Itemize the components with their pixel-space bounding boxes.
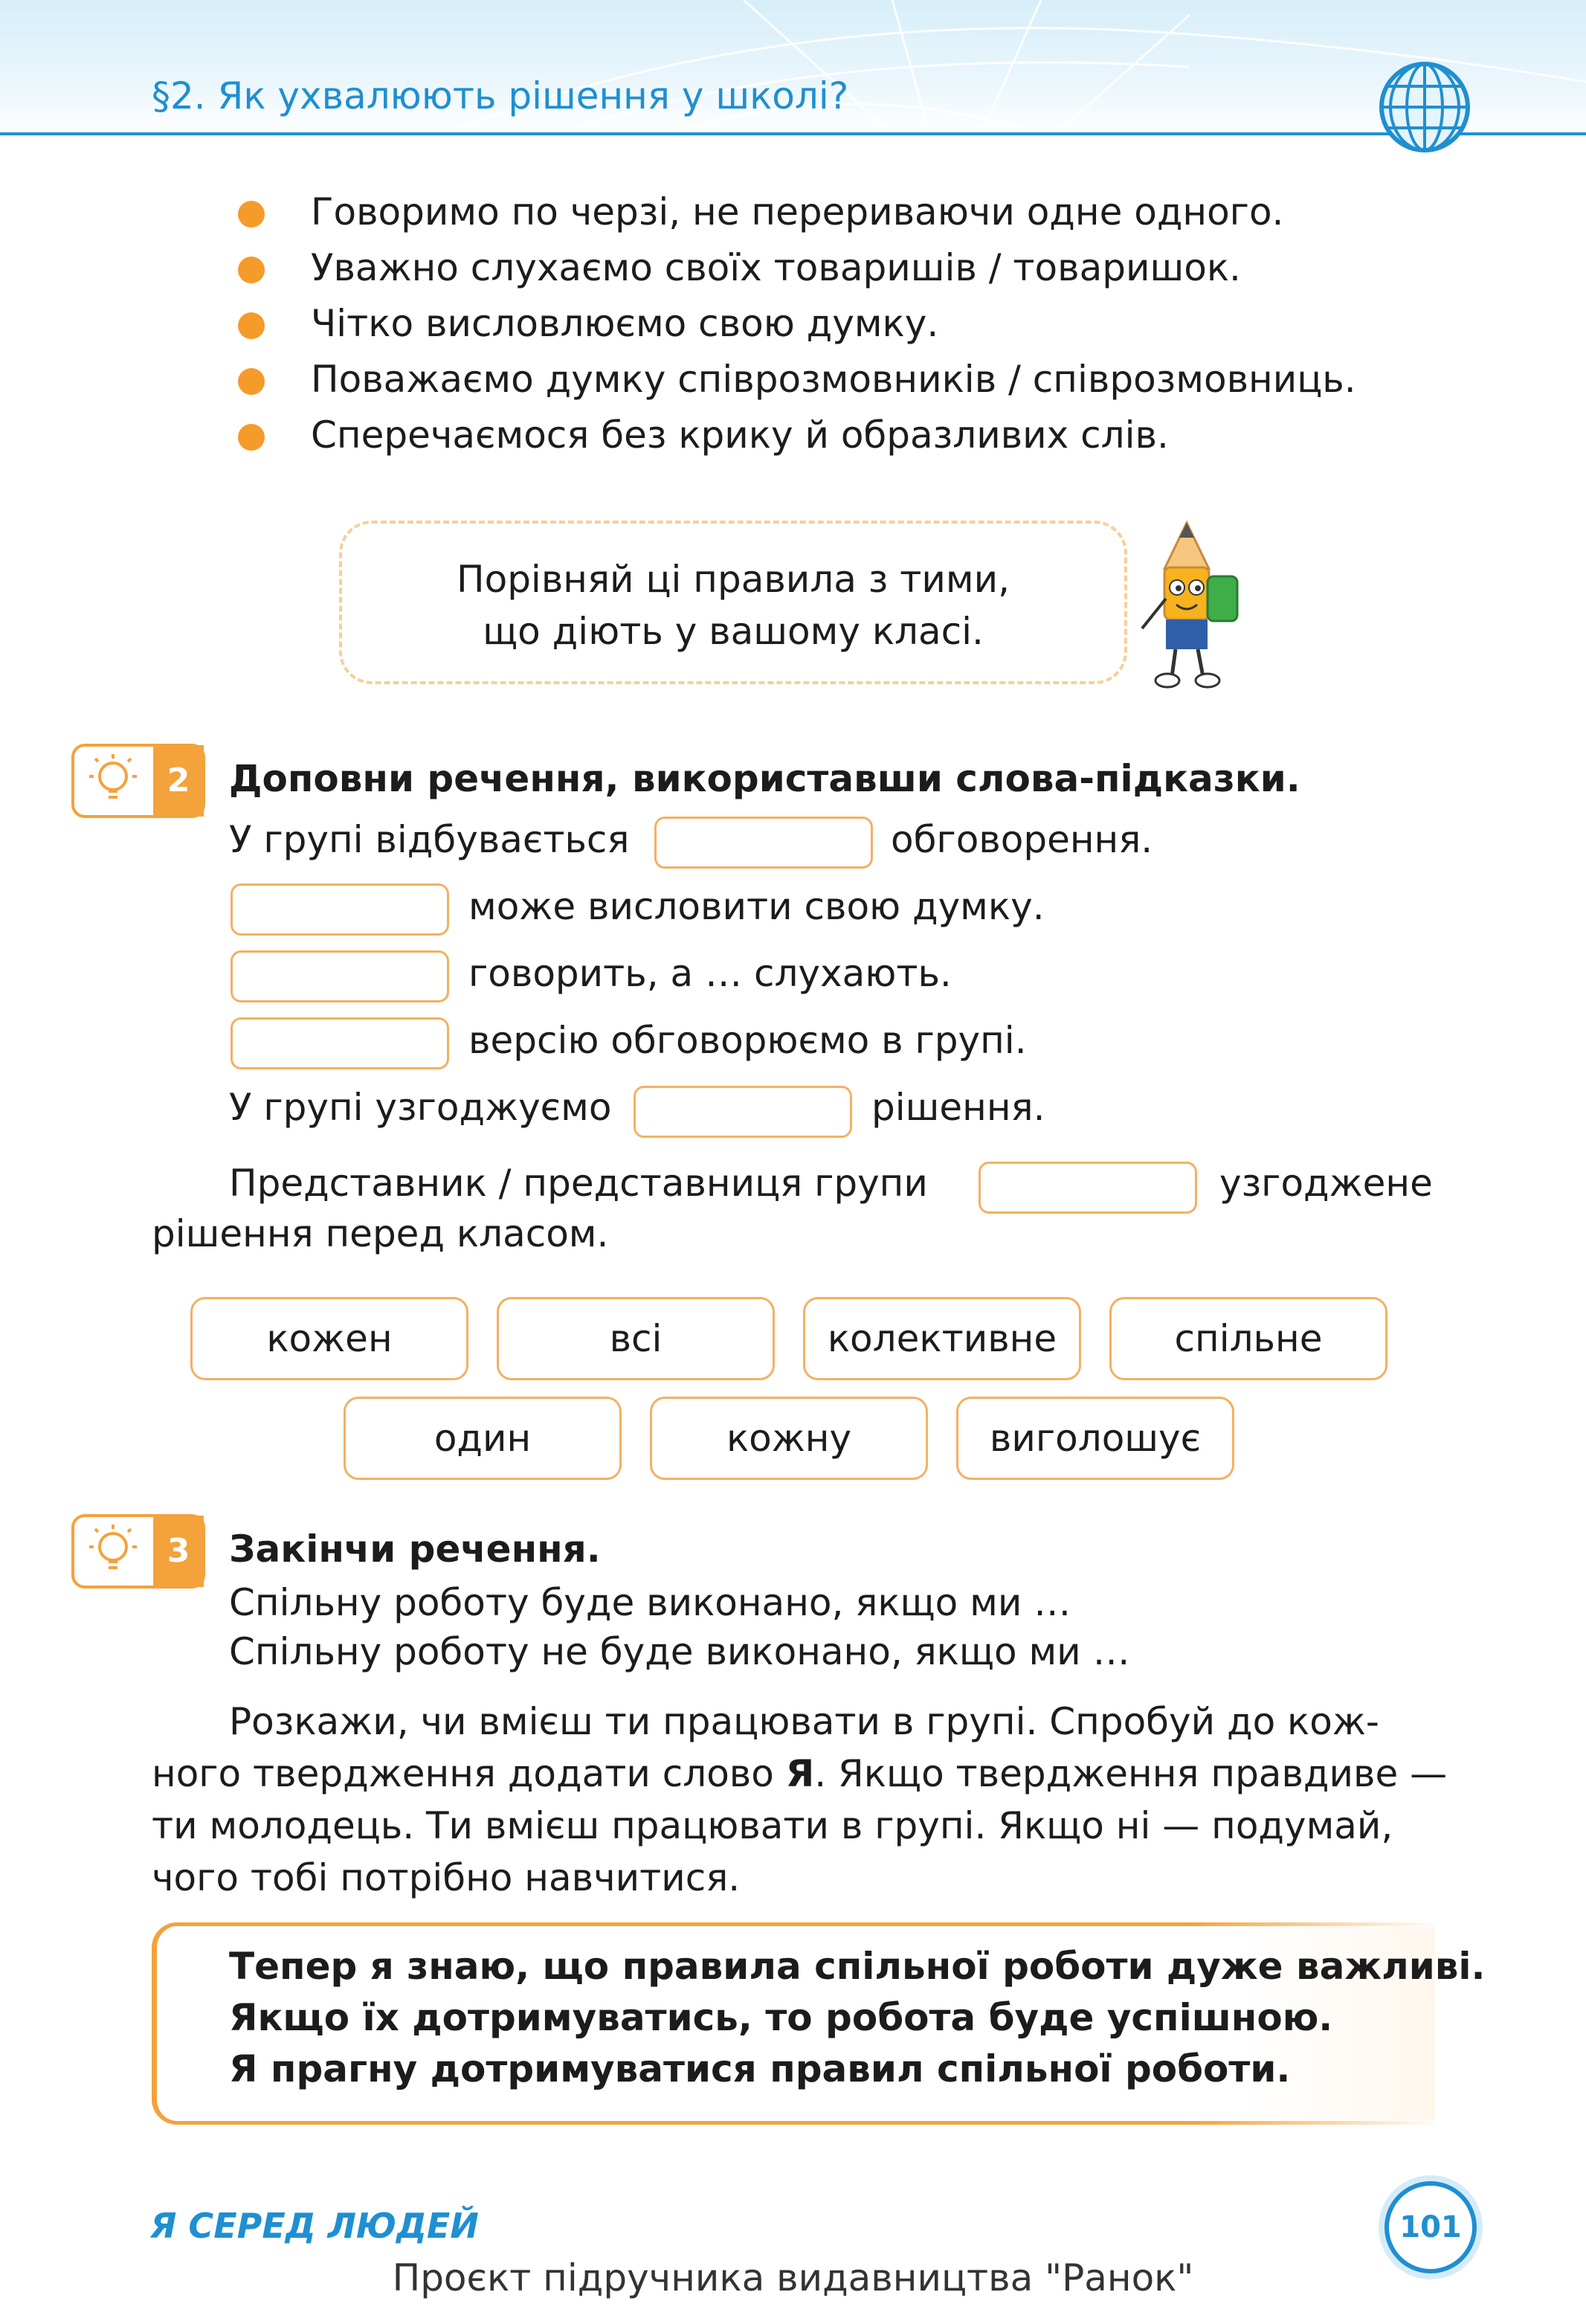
sentence-text: У групі узгоджуємо: [229, 1086, 612, 1129]
summary-text: [229, 1941, 1486, 2095]
word-chip[interactable]: колективне: [803, 1297, 1081, 1380]
summary-fade: [1190, 2120, 1442, 2126]
sentence-text: може висловити свою думку.: [468, 885, 1045, 928]
section-title: §2. Як ухвалюють рішення у школі?: [152, 74, 849, 118]
answer-blank[interactable]: [634, 1086, 852, 1138]
word-chip[interactable]: всі: [497, 1297, 775, 1380]
sentence-text: Спільну роботу не буде виконано, якщо ми …: [229, 1630, 1130, 1673]
sentence-text: У групі відбувається: [229, 818, 630, 861]
sentence-text: говорить, а … слухають.: [468, 952, 952, 995]
word-chip[interactable]: один: [344, 1397, 622, 1480]
task-2-title: Доповни речення, використавши слова-підказки.: [229, 757, 1300, 800]
paragraph-line: Розкажи, чи вмієш ти працювати в групі. Спробуй до кож-: [229, 1700, 1379, 1743]
answer-blank[interactable]: [231, 883, 449, 936]
sentence-text: узгоджене: [1219, 1162, 1433, 1205]
paragraph-line: ного твердження додати слово Я. Якщо твердження правдиве —: [152, 1752, 1448, 1795]
bubble-line: що діють у вашому класі.: [483, 610, 984, 653]
bullet-icon: [238, 368, 265, 395]
page-number: 101: [1384, 2181, 1477, 2273]
answer-blank[interactable]: [979, 1162, 1197, 1214]
bullet-icon: [238, 257, 265, 283]
globe-icon: [1377, 59, 1472, 155]
sentence-text: обговорення.: [891, 818, 1153, 861]
list-item: Сперечаємося без крику й образливих слів.: [238, 411, 1356, 466]
answer-blank[interactable]: [231, 950, 449, 1002]
paragraph-line: ти молодець. Ти вмієш працювати в групі. Якщо ні — подумай,: [152, 1804, 1393, 1847]
paragraph-line: чого тобі потрібно навчитися.: [152, 1856, 741, 1899]
task-number: 2: [167, 762, 190, 799]
bullet-icon: [238, 201, 265, 228]
word-chip[interactable]: кожен: [190, 1297, 468, 1380]
list-item: Говоримо по черзі, не перериваючи одне одного.: [238, 187, 1356, 243]
sentence-text: рішення.: [871, 1086, 1045, 1129]
summary-line: Тепер я знаю, що правила спільної роботи дуже важливі.: [229, 1945, 1486, 1988]
summary-fade: [1190, 1921, 1442, 1927]
task-number: 3: [167, 1532, 190, 1570]
summary-line: Я прагну дотримуватися правил спільної роботи.: [229, 2047, 1291, 2090]
sentence-text: рішення перед класом.: [152, 1212, 609, 1255]
list-item: Уважно слухаємо своїх товаришів / товаришок.: [238, 243, 1356, 299]
answer-blank[interactable]: [654, 817, 873, 869]
footer-section-name: Я СЕРЕД ЛЮДЕЙ: [150, 2206, 479, 2246]
header-divider: [0, 132, 1586, 135]
footer-project-note: Проєкт підручника видавництва "Ранок": [392, 2256, 1194, 2299]
task-2-icon: [71, 744, 205, 818]
pencil-mascot-icon: [1120, 517, 1254, 695]
task-3-icon: [71, 1514, 205, 1589]
speech-bubble: [339, 521, 1127, 684]
sentence-text: версію обговорюємо в групі.: [468, 1019, 1027, 1062]
sentence-text: Представник / представниця групи: [229, 1162, 928, 1205]
bubble-line: Порівняй ці правила з тими,: [457, 558, 1010, 601]
word-chip[interactable]: виголошує: [956, 1397, 1234, 1480]
answer-blank[interactable]: [231, 1017, 449, 1069]
word-chip[interactable]: кожну: [650, 1397, 928, 1480]
word-chip[interactable]: спільне: [1109, 1297, 1387, 1380]
summary-line: Якщо їх дотримуватись, то робота буде успішною.: [229, 1996, 1333, 2039]
task-3-title: Закінчи речення.: [229, 1528, 601, 1571]
sentence-text: Спільну роботу буде виконано, якщо ми …: [229, 1581, 1071, 1624]
bullet-icon: [238, 424, 265, 451]
bullet-icon: [238, 312, 265, 339]
list-item: Поважаємо думку співрозмовників / співрозмовниць.: [238, 355, 1356, 411]
list-item: Чітко висловлюємо свою думку.: [238, 299, 1356, 355]
rules-list: [238, 187, 1356, 466]
